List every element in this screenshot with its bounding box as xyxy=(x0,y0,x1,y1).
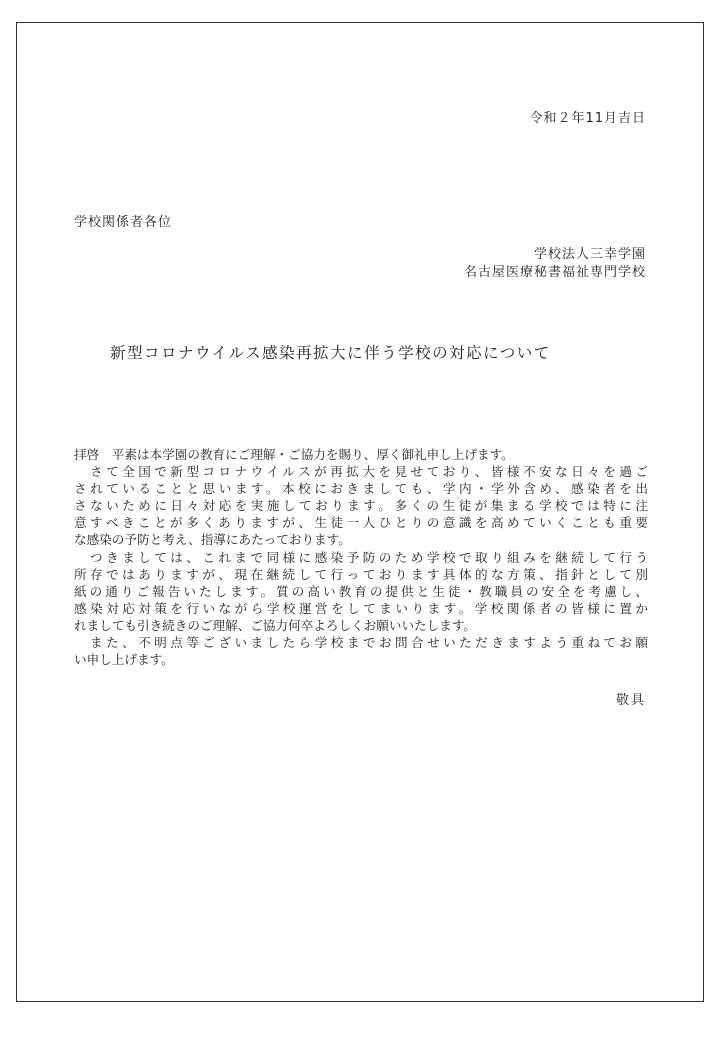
closing: 敬具 xyxy=(615,693,646,708)
sender-school: 名古屋医療秘書福祉専門学校 xyxy=(463,265,646,280)
body-line: 所存ではありますが、現在継続して行っております具体的な方策、指針として別 xyxy=(74,566,648,582)
body-line: 紙の通りご報告いたします。質の高い教育の提供と生徒・教職員の安全を考慮し、 xyxy=(74,583,648,599)
body-line: されていることと思います。本校におきましても、学内・学外含め、感染者を出 xyxy=(74,481,648,497)
letter-body xyxy=(74,446,648,668)
body-line: さないために日々対応を実施しております。多くの生徒が集まる学校では特に注 xyxy=(74,498,648,514)
body-line: つきましては、これまで同様に感染予防のため学校で取り組みを継続して行う xyxy=(74,549,648,565)
body-line: 感染対応対策を行いながら学校運営をしてまいります。学校関係者の皆様に置か xyxy=(74,600,648,616)
body-line: さて全国で新型コロナウイルスが再拡大を見せており、皆様不安な日々を過ご xyxy=(74,464,648,480)
body-line: また、不明点等ございましたら学校までお問合せいただきますよう重ねてお願 xyxy=(74,635,648,651)
sender-organization: 学校法人三幸学園 xyxy=(533,247,646,262)
body-line: 拝啓 平素は本学園の教育にご理解・ご協力を賜り、厚く御礼申し上げます。 xyxy=(74,447,514,462)
sender-block xyxy=(464,246,646,282)
addressee: 学校関係者各位 xyxy=(74,215,173,230)
letter-title: 新型コロナウイルス感染再拡大に伴う学校の対応について xyxy=(110,344,551,362)
body-line: い申し上げます。 xyxy=(74,652,174,668)
body-line: 意すべきことが多くありますが、生徒一人ひとりの意識を高めていくことも重要 xyxy=(74,515,648,531)
body-line: な感染の予防と考え、指導にあたっております。 xyxy=(74,532,351,548)
body-line: れましても引き続きのご理解、ご協力何卒よろしくお願いいたします。 xyxy=(74,617,476,633)
letter-date: 令和２年11月吉日 xyxy=(529,111,646,126)
